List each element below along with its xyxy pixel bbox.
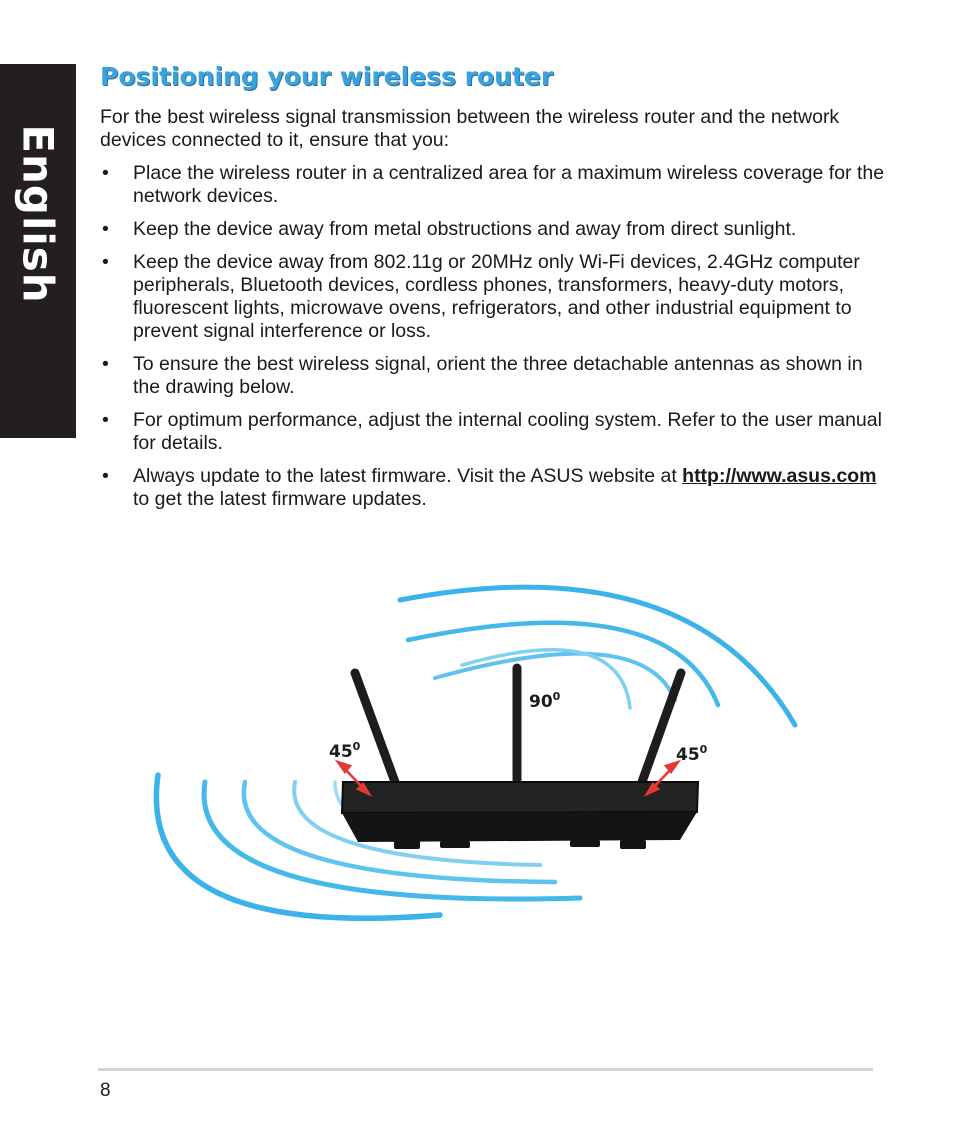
left-angle-label: $45^0$ [329, 740, 361, 762]
list-item-text-before: Always update to the latest firmware. Visit the ASUS website at [133, 465, 683, 487]
bullet-icon: • [102, 251, 109, 273]
router-antennas [355, 668, 681, 782]
section-title: Positioning your wireless router [100, 62, 554, 91]
bullet-icon: • [102, 162, 109, 184]
list-item-text: For optimum performance, adjust the internal cooling system. Refer to the user manual for details. [133, 409, 882, 454]
router-foot [570, 840, 600, 847]
list-item-text-after: to get the latest firmware updates. [133, 488, 427, 510]
page-number: 8 [100, 1080, 111, 1101]
router-top-surface [342, 782, 698, 813]
upper-signal-waves [400, 587, 795, 725]
list-item [100, 409, 890, 455]
router-foot [394, 840, 420, 849]
list-item [100, 218, 890, 241]
router-foot [620, 840, 646, 849]
list-item [100, 353, 890, 399]
asus-website-link[interactable]: http://www.asus.com [682, 465, 877, 487]
router-front-panel [342, 812, 697, 842]
language-side-tab [0, 64, 76, 438]
center-angle-label: $90^0$ [529, 690, 561, 712]
list-item [100, 162, 890, 208]
intro-paragraph: For the best wireless signal transmission between the wireless router and the network devices connected to it, ensure that you: [100, 106, 840, 151]
guideline-list [100, 162, 890, 521]
list-item-text: Keep the device away from 802.11g or 20MHz only Wi-Fi devices, 2.4GHz computer peripherals, Bluetooth devices, cordless phones, transformers, heavy-duty motors, fluorescent lights, microwave ovens, refrigerators, and other industrial equipment to prevent signal interference or loss. [133, 251, 860, 342]
right-angle-label: $45^0$ [676, 743, 708, 765]
left-arrow-head [338, 762, 350, 772]
list-item [100, 465, 890, 511]
list-item-text: Place the wireless router in a centralized area for a maximum wireless coverage for the network devices. [133, 162, 885, 207]
list-item-text: To ensure the best wireless signal, orient the three detachable antennas as shown in the drawing below. [133, 353, 863, 398]
left-antenna [355, 673, 395, 782]
list-item-text: Keep the device away from metal obstructions and away from direct sunlight. [133, 218, 797, 240]
bullet-icon: • [102, 353, 109, 375]
router-foot [440, 841, 470, 848]
side-tab-label: English [13, 124, 63, 304]
bullet-icon: • [102, 409, 109, 431]
list-item [100, 251, 890, 343]
bullet-icon: • [102, 465, 109, 487]
footer-divider [98, 1068, 873, 1071]
router-positioning-figure [140, 560, 830, 940]
router-body [342, 782, 698, 849]
bullet-icon: • [102, 218, 109, 240]
